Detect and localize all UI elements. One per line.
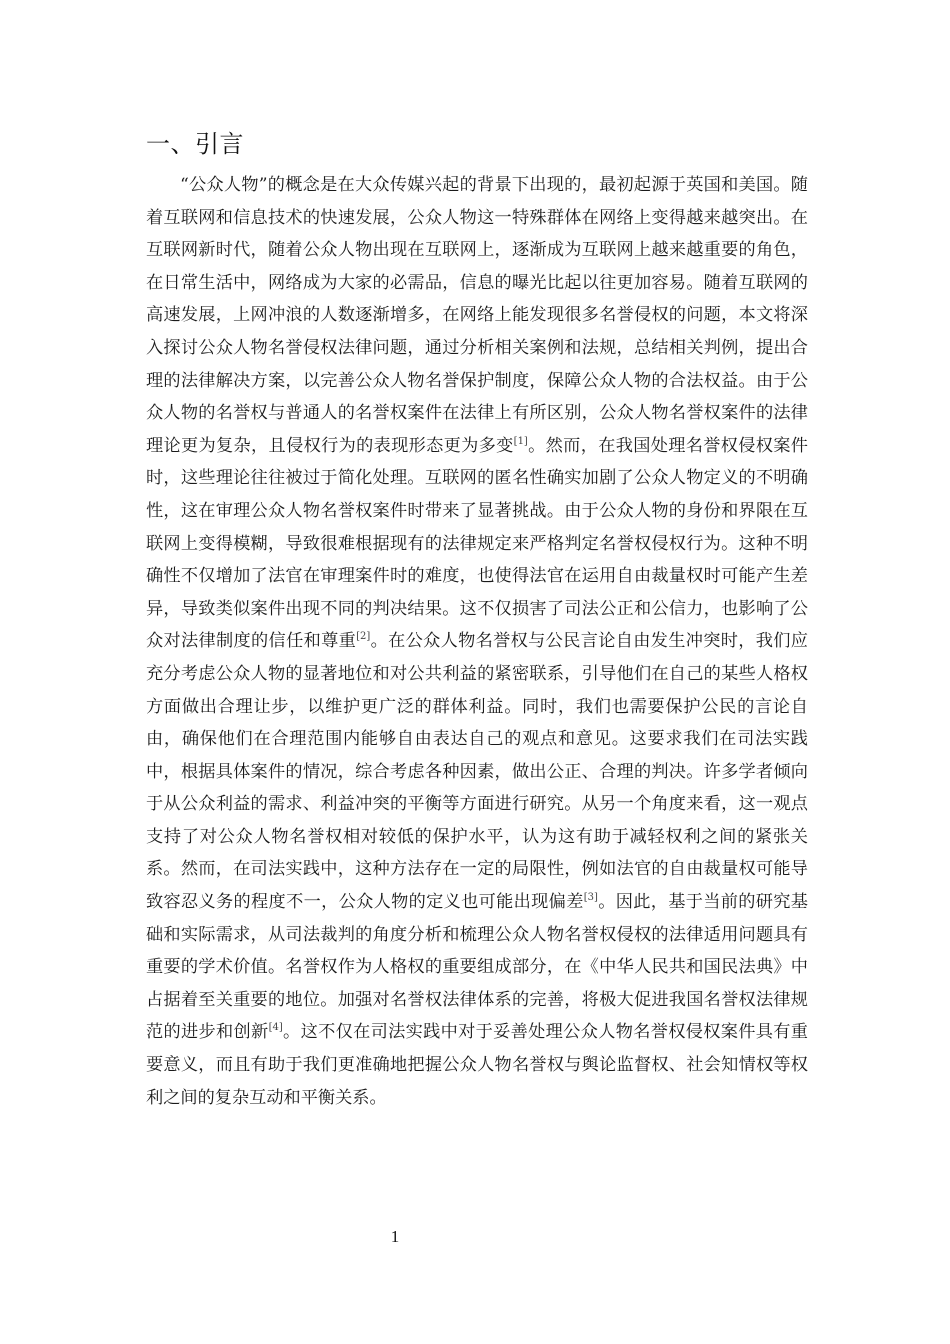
- paragraph-segment: 。这不仅在司法实践中对于妥善处理公众人物名誉权侵权案件具有重要意义，而且有助于我们更准确地把握公众人物名誉权与舆论监督权、社会知情权等权利之间的复杂互动和平衡关系。: [146, 1022, 808, 1108]
- citation-marker: [1]: [513, 435, 528, 447]
- citation-marker: [4]: [268, 1022, 283, 1034]
- page-number: 1: [390, 1227, 400, 1246]
- citation-marker: [2]: [356, 631, 371, 643]
- section-heading: 一、引言: [146, 130, 244, 158]
- paragraph-segment: “公众人物”的概念是在大众传媒兴起的背景下出现的，最初起源于英国和美国。随着互联网和信息技术的快速发展，公众人物这一特殊群体在网络上变得越来越突出。在互联网新时代，随着公众人物出现在互联网上，逐渐成为互联网上越来越重要的角色，在日常生活中，网络成为大家的必需品，信息的曝光比起以往更加容易。随着互联网的高速发展，上网冲浪的人数逐渐增多，在网络上能发现很多名誉侵权的问题，本文将深入探讨公众人物名誉侵权法律问题，通过分析相关案例和法规，总结相关判例，提出合理的法律解决方案，以完善公众人物名誉保护制度，保障公众人物的合法权益。由于公众人物的名誉权与普通人的名誉权案件在法律上有所区别，公众人物名誉权案件的法律理论更为复杂，且侵权行为的表现形态更为多变: [146, 175, 808, 456]
- paragraph-segment: 。因此，基于当前的研究基础和实际需求，从司法裁判的角度分析和梳理公众人物名誉权侵权的法律适用问题具有重要的学术价值。名誉权作为人格权的重要组成部分，在《中华人民共和国民法典》中占据着至关重要的地位。加强对名誉权法律体系的完善，将极大促进我国名誉权法律规范的进步和创新: [146, 892, 808, 1043]
- paragraph-segment: 。在公众人物名誉权与公民言论自由发生冲突时，我们应充分考虑公众人物的显著地位和对公共利益的紧密联系，引导他们在自己的某些人格权方面做出合理让步，以维护更广泛的群体利益。同时，我们也需要保护公民的言论自由，确保他们在合理范围内能够自由表达自己的观点和意见。这要求我们在司法实践中，根据具体案件的情况，综合考虑各种因素，做出公正、合理的判决。许多学者倾向于从公众利益的需求、利益冲突的平衡等方面进行研究。从另一个角度来看，这一观点支持了对公众人物名誉权相对较低的保护水平，认为这有助于减轻权利之间的紧张关系。然而，在司法实践中，这种方法存在一定的局限性，例如法官的自由裁量权可能导致容忍义务的程度不一，公众人物的定义也可能出现偏差: [146, 631, 808, 913]
- citation-marker: [3]: [583, 892, 598, 904]
- paragraph-segment: 。然而，在我国处理名誉权侵权案件时，这些理论往往被过于简化处理。互联网的匿名性确实加剧了公众人物定义的不明确性，这在审理公众人物名誉权案件时带来了显著挑战。由于公众人物的身份和界限在互联网上变得模糊，导致很难根据现有的法律规定来严格判定名誉权侵权行为。这种不明确性不仅增加了法官在审理案件时的难度，也使得法官在运用自由裁量权时可能产生差异，导致类似案件出现不同的判决结果。这不仅损害了司法公正和公信力，也影响了公众对法律制度的信任和尊重: [146, 435, 808, 652]
- body-paragraph: [146, 169, 808, 1114]
